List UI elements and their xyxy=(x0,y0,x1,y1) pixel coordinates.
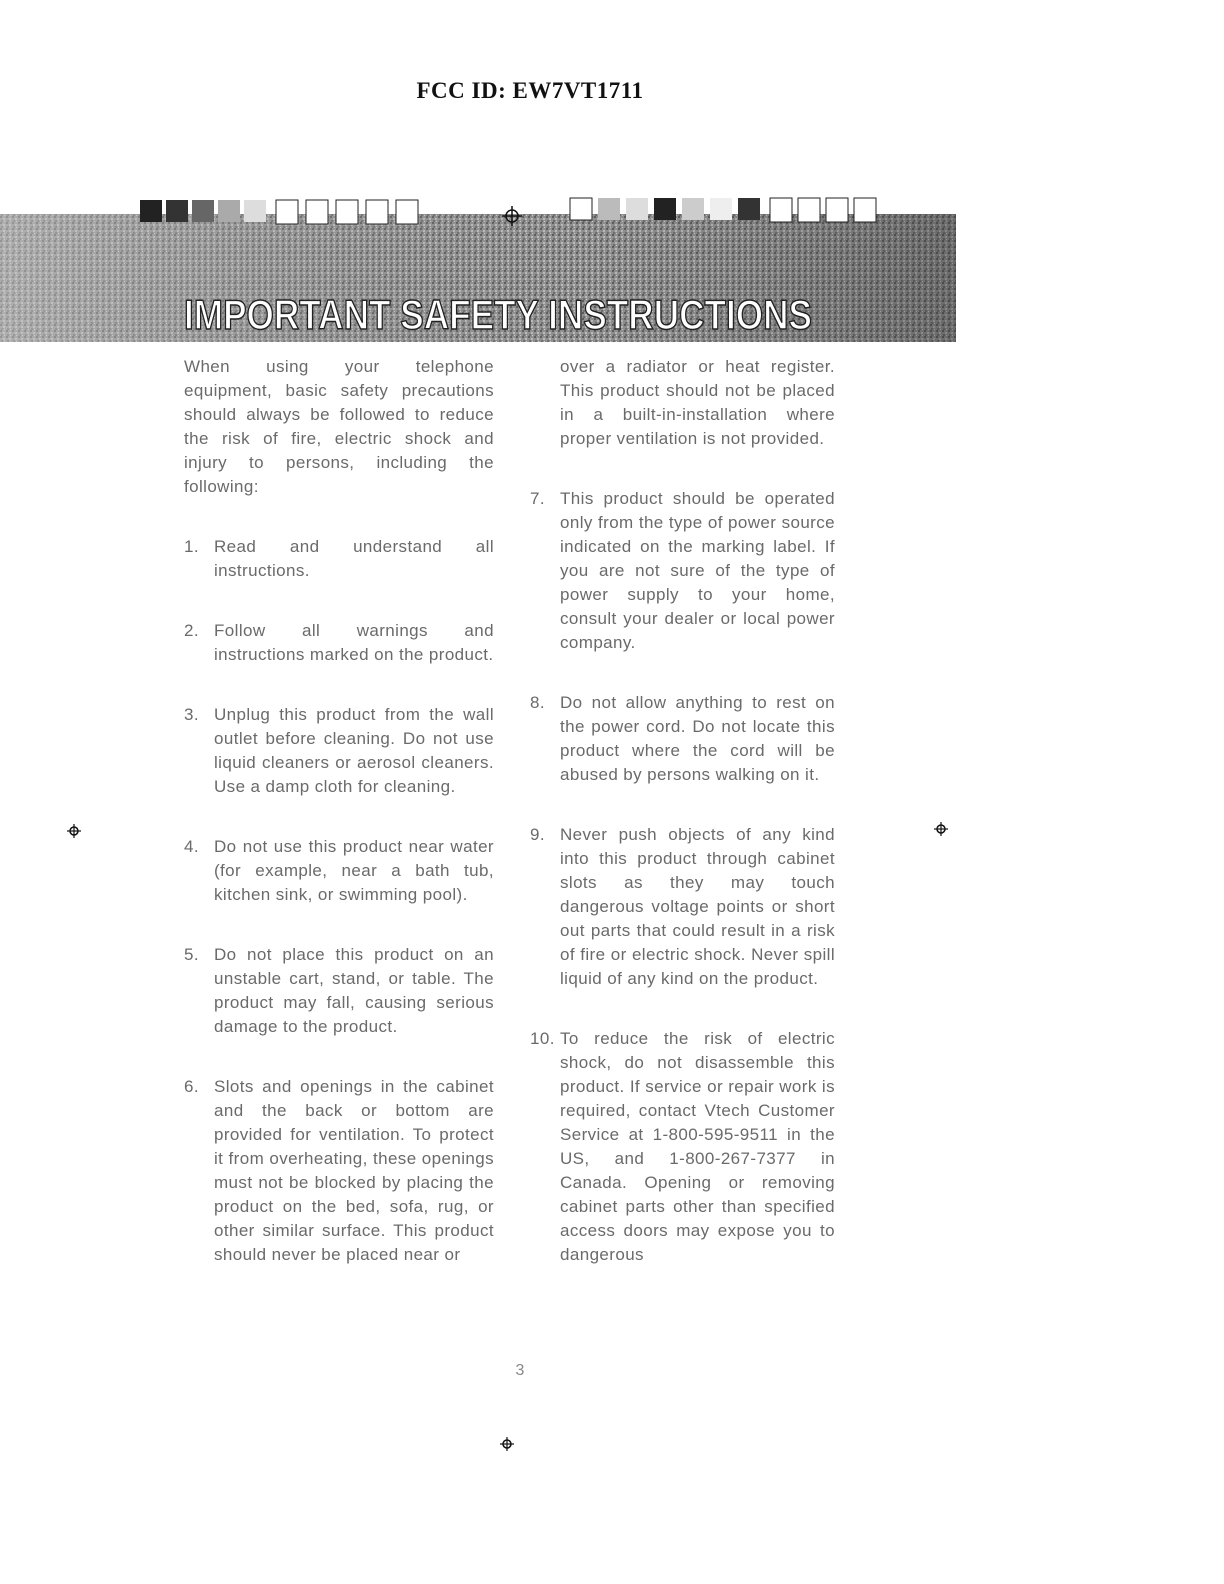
registration-mark-icon xyxy=(934,822,948,836)
fcc-id-header: FCC ID: EW7VT1711 xyxy=(416,78,644,103)
list-item: 8. Do not allow anything to rest on the power cord. Do not locate this product where the cord will be abused by persons walking on it. xyxy=(530,693,835,784)
list-item: 1. Read and understand all instructions. xyxy=(184,537,494,580)
page-number: 3 xyxy=(515,1362,525,1379)
safety-banner xyxy=(0,192,956,342)
left-column xyxy=(184,355,494,1303)
intro-paragraph: When using your telephone equipment, basic safety precautions should always be followed to reduce the risk of fire, electric shock and injury to persons, including the following: xyxy=(184,357,494,496)
list-item: 10. To reduce the risk of electric shock, do not disassemble this product. If service or repair work is required, contact Vtech Customer Service at 1-800-595-9511 in the US, and 1-800-267-7377 in Canada. Opening or removing cabinet parts other than specified access doors may expose you to dangerous xyxy=(530,1029,835,1264)
banner-squares-right xyxy=(570,198,876,222)
banner-squares-left xyxy=(140,200,418,224)
list-item: 5. Do not place this product on an unstable cart, stand, or table. The product may fall, causing serious damage to the product. xyxy=(184,945,494,1036)
registration-mark-icon xyxy=(500,1437,514,1451)
registration-mark-icon xyxy=(67,824,81,838)
list-item: 4. Do not use this product near water (for example, near a bath tub, kitchen sink, or swimming pool). xyxy=(184,837,494,904)
list-item: 7. This product should be operated only from the type of power source indicated on the marking label. If you are not sure of the type of power supply to your home, consult your dealer or local power company. xyxy=(530,489,835,652)
list-item: 2. Follow all warnings and instructions marked on the product. xyxy=(184,621,494,664)
list-item: 9. Never push objects of any kind into this product through cabinet slots as they may touch dangerous voltage points or short out parts that could result in a risk of fire or electric shock. Never spill liquid of any kind on the product. xyxy=(530,825,835,988)
right-column xyxy=(530,355,835,1303)
list-item: 3. Unplug this product from the wall outlet before cleaning. Do not use liquid cleaners or aerosol cleaners. Use a damp cloth for cleaning. xyxy=(184,705,494,796)
continuation-paragraph: over a radiator or heat register. This product should not be placed in a built-in-installation where proper ventilation is not provided. xyxy=(560,357,835,448)
banner-title: IMPORTANT SAFETY INSTRUCTIONS xyxy=(184,291,812,338)
list-item: 6. Slots and openings in the cabinet and the back or bottom are provided for ventilation. To protect it from overheating, these openings must not be blocked by placing the product on the bed, sofa, rug, or other similar surface. This product should never be placed near or xyxy=(184,1077,494,1264)
